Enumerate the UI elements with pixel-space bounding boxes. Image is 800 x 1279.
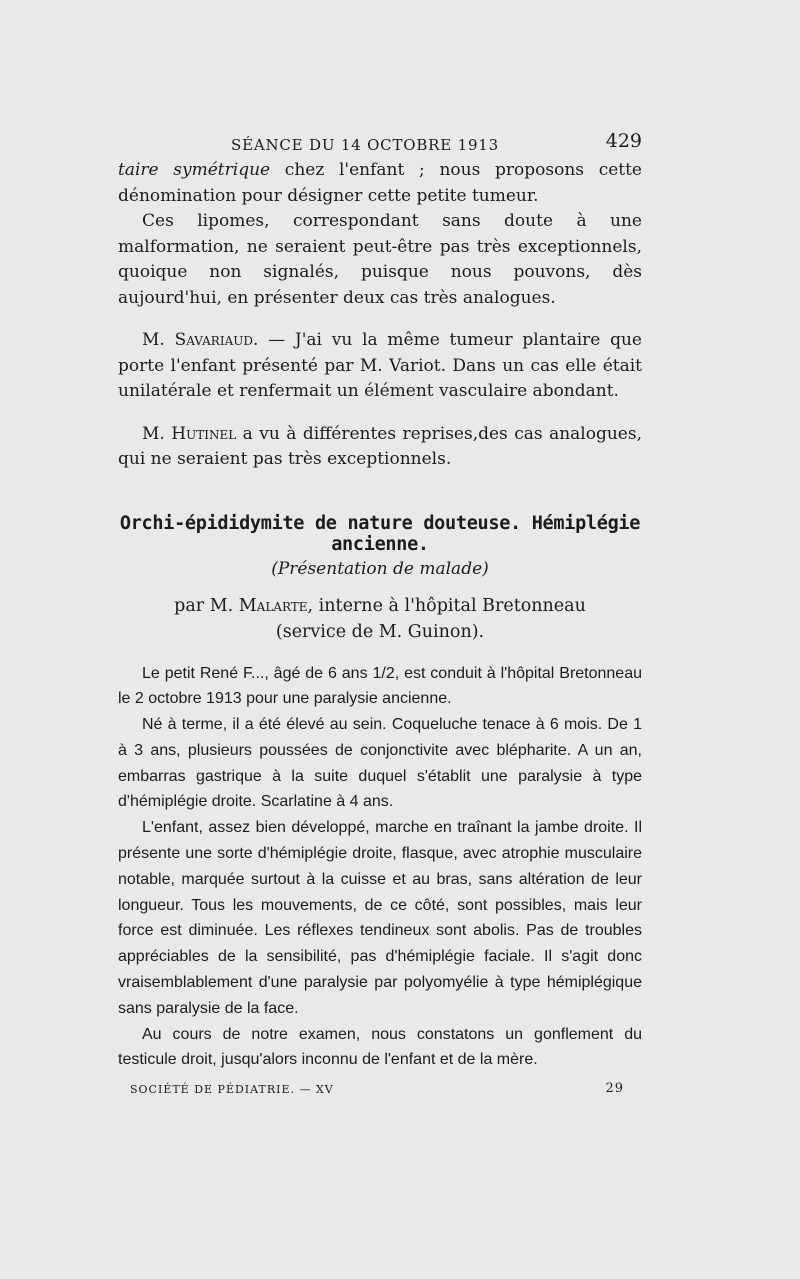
paragraph-1 — [118, 158, 642, 209]
running-header — [118, 128, 642, 158]
byline-prefix: par M. — [174, 595, 239, 616]
speaker-name: Hutinel — [171, 423, 237, 444]
case-paragraph: L'enfant, assez bien développé, marche en traînant la jambe droite. Il présente une sorte d'hémiplégie droite, flasque, avec atrophie musculaire notable, marquée surtout à la cuisse et au bras, sans altération de leur longueur. Tous les mouvements, de ce côté, sont possibles, mais leur force est diminuée. Les réflexes tendineux sont abolis. Pas de troubles appréciables de la sensibilité, pas d'hémiplégie faciale. Il s'agit donc vraisemblablement d'une paralysie par polyomyélie à type hémiplégique sans paralysie de la face. — [118, 819, 642, 1017]
page-number: 429 — [605, 130, 642, 152]
book-page — [118, 128, 642, 1099]
paragraph-2: Ces lipomes, correspondant sans doute à une malformation, ne seraient peut-être pas très exceptionnels, quoique non signalés, puisque nous pouvons, dès aujourd'hui, en présenter deux cas très analogues. — [118, 211, 642, 308]
case-paragraph: Le petit René F..., âgé de 6 ans 1/2, est conduit à l'hôpital Bretonneau le 2 octobre 1913 pour une paralysie ancienne. — [118, 664, 642, 708]
speaker-prefix: M. — [142, 423, 172, 444]
italic-continuation: taire symétrique — [118, 160, 271, 180]
speaker-prefix: M. — [142, 330, 175, 350]
case-report — [118, 661, 642, 1074]
paragraph-3 — [118, 328, 642, 405]
speaker-name: Savariaud — [174, 330, 253, 350]
byline-service: (service de M. Guinon). — [275, 621, 485, 642]
page-footer — [118, 1079, 642, 1099]
author-name: Malarte — [238, 595, 308, 616]
case-paragraph: Au cours de notre examen, nous constatons un gonflement du testicule droit, jusqu'alors inconnu de l'enfant et de la mère. — [118, 1025, 642, 1069]
byline-rest: , interne à l'hôpital Bretonneau — [307, 595, 586, 616]
paragraph-4-text: a vu à différentes reprises,des cas analogues, qui ne seraient pas très exceptionnels. — [118, 423, 642, 469]
footer-signature: SOCIÉTÉ DE PÉDIATRIE. — XV — [130, 1083, 334, 1097]
paragraph-1-text: chez l'enfant ; nous proposons cette dénomination pour désigner cette petite tumeur. — [118, 160, 642, 206]
section-subtitle: (Présentation de malade) — [271, 558, 489, 579]
author-byline — [118, 593, 642, 645]
section-title: Orchi-épididymite de nature douteuse. Hémiplégie ancienne. — [119, 512, 641, 555]
paragraph-3-text: . — J'ai vu la même tumeur plantaire que porte l'enfant présenté par M. Variot. Dans un cas elle était unilatérale et renfermait un élément vasculaire abondant. — [118, 330, 642, 401]
case-paragraph: Né à terme, il a été élevé au sein. Coqueluche tenace à 6 mois. De 1 à 3 ans, plusieurs poussées de conjonctivite avec blépharite. A un an, embarras gastrique à la suite duquel s'établit une paralysie à type d'hémiplégie droite. Scarlatine à 4 ans. — [118, 716, 642, 811]
signature-number: 29 — [605, 1081, 624, 1097]
paragraph-4 — [118, 422, 642, 473]
running-title: SÉANCE DU 14 OCTOBRE 1913 — [231, 136, 499, 154]
